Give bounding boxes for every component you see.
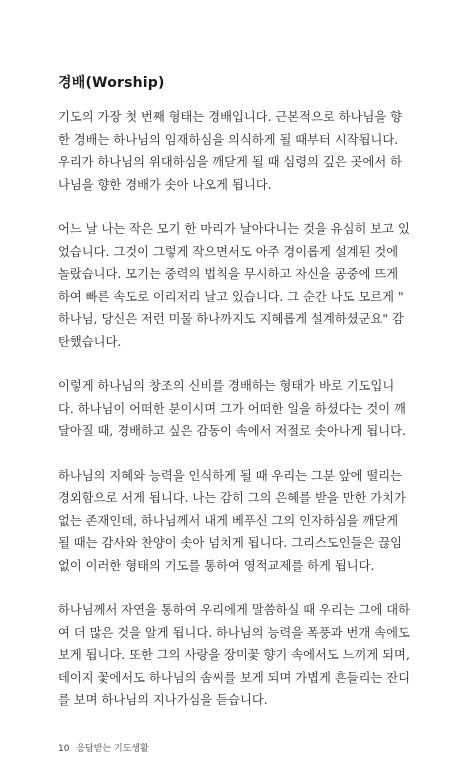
text-line: 하여 빠른 속도로 이리저리 날고 있습니다. 그 순간 나도 모르게 " <box>58 289 404 304</box>
text-line: 달아질 때, 경배하고 싶은 감동이 속에서 저절로 솟아나게 됩니다. <box>58 424 406 438</box>
text-line: 이렇게 하나님의 창조의 신비를 경배하는 형태가 바로 기도입니 <box>58 379 395 393</box>
text-line: 놀랐습니다. 모기는 중력의 법칙을 무시하고 자신을 공중에 뜨게 <box>58 267 399 281</box>
text-line: 었습니다. 그것이 그렇게 작으면서도 아주 경이롭게 설계된 것에 <box>58 244 399 259</box>
text-line: 하나님의 지혜와 능력을 인식하게 될 때 우리는 그분 앞에 떨리는 <box>58 468 403 483</box>
text-line: 없이 이러한 형태의 기도를 통하여 영적교제를 하게 됩니다. <box>58 558 375 573</box>
text-line: 데이지 꽃에서도 하나님의 솜씨를 보게 되며 가볍게 흔들리는 잔디 <box>58 670 410 685</box>
book-title: 응답받는 기도생활 <box>76 744 149 754</box>
page-number: 10 <box>58 744 70 754</box>
text-line: 될 때는 감사와 찬양이 솟아 넘치게 됩니다. 그리스도인들은 끊임 <box>58 536 403 550</box>
text-line: 우리가 하나님의 위대하심을 깨닫게 될 때 심령의 깊은 곳에서 하 <box>58 155 403 169</box>
section-heading: 경배(Worship) <box>58 75 165 91</box>
text-line: 경외함으로 서게 됩니다. 나는 감히 그의 은혜를 받을 만한 가치가 <box>58 491 406 505</box>
text-line: 하나님, 당신은 저런 미물 하나까지도 지혜롭게 설계하셨군요" 감 <box>58 312 404 326</box>
text-line: 없는 존재인데, 하나님께서 내게 베푸신 그의 인자하심을 깨닫게 <box>58 513 399 528</box>
text-line: 탄했습니다. <box>58 334 122 349</box>
body-text <box>58 106 418 734</box>
text-line: 기도의 가장 첫 번째 형태는 경배입니다. 근본적으로 하나님을 향 <box>58 110 403 124</box>
paragraph <box>58 106 418 196</box>
paragraph <box>58 599 418 712</box>
page-footer <box>58 741 149 754</box>
text-line: 한 경배는 하나님의 임재하심을 의식하게 될 때부터 시작됩니다. <box>58 132 399 147</box>
text-line: 를 보며 하나님의 지나가심을 듣습니다. <box>58 693 268 707</box>
text-line: 어느 날 나는 작은 모기 한 마리가 날아다니는 것을 유심히 보고 있 <box>58 222 410 236</box>
paragraph <box>58 375 418 443</box>
text-line: 나님을 향한 경배가 솟아 나오게 됩니다. <box>58 177 272 192</box>
paragraph <box>58 465 418 578</box>
text-line: 보게 됩니다. 또한 그의 사랑을 장미꽃 향기 속에서도 느끼게 되며, <box>58 648 410 662</box>
paragraph <box>58 218 418 353</box>
text-line: 하나님께서 자연을 통하여 우리에게 말씀하실 때 우리는 그에 대하 <box>58 603 410 617</box>
text-line: 다. 하나님이 어떠한 분이시며 그가 어떠한 일을 하셨다는 것이 깨 <box>58 401 406 416</box>
text-line: 여 더 많은 것을 알게 됩니다. 하나님의 능력을 폭풍과 번개 속에도 <box>58 625 410 640</box>
